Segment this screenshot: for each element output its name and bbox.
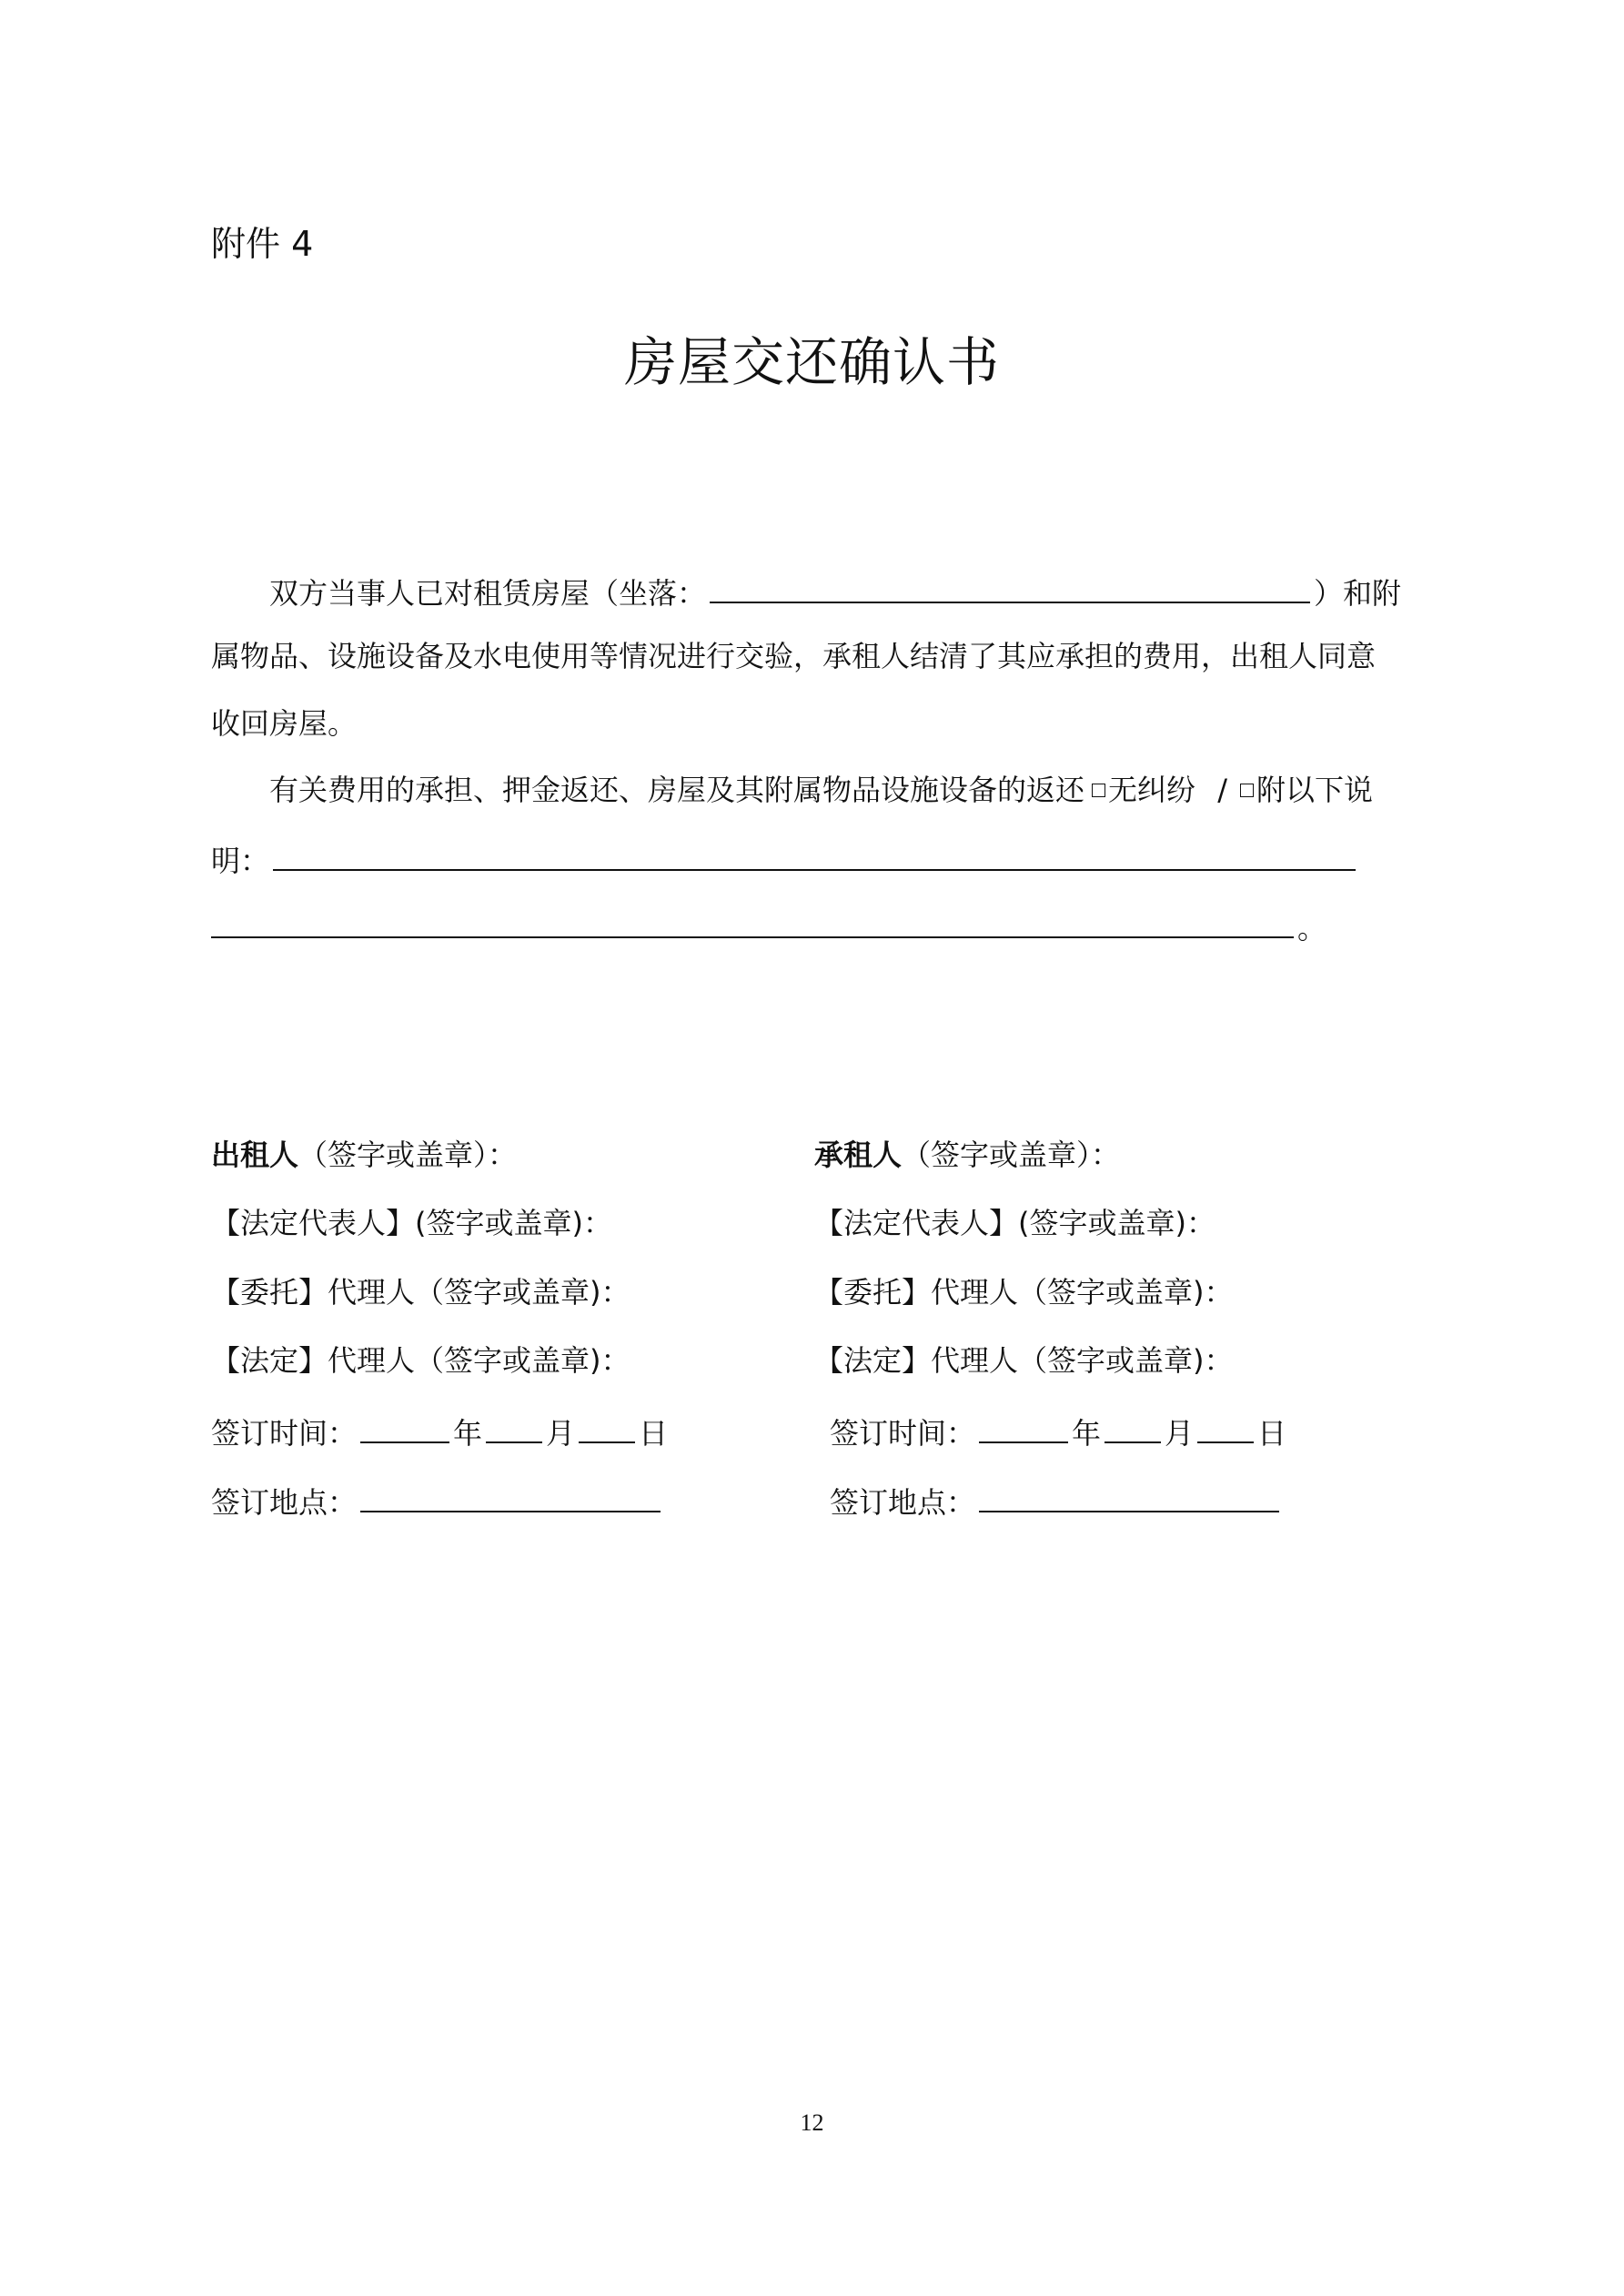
checkbox-attach-note[interactable] <box>1240 784 1254 797</box>
location-blank[interactable] <box>710 567 1310 603</box>
option-no-dispute-label: 无纠纷 <box>1108 773 1196 807</box>
note-blank-1[interactable] <box>273 834 1356 871</box>
lessee-month-blank[interactable] <box>1105 1407 1161 1443</box>
lessee-month-label: 月 <box>1165 1416 1195 1451</box>
lessee-year-blank[interactable] <box>979 1407 1068 1443</box>
lessee-legal-rep: 【法定代表人】(签字或盖章)： <box>814 1206 1215 1240</box>
lessor-place-blank[interactable] <box>360 1476 661 1512</box>
lessor-legal-rep: 【法定代表人】(签字或盖章)： <box>211 1206 612 1240</box>
lessee-sign-time <box>830 1407 1286 1452</box>
lessor-title: 出租人 <box>211 1138 299 1172</box>
option-attach-note-label: 附以下说 <box>1256 773 1373 807</box>
para2-line2-text: 明： <box>211 844 270 878</box>
lessee-sign-time-label: 签订时间： <box>830 1416 976 1451</box>
document-title: 房屋交还确认书 <box>623 331 1000 393</box>
lessor-year-blank[interactable] <box>360 1407 449 1443</box>
para1-line1 <box>269 567 1401 612</box>
lessee-sign-place-label: 签订地点： <box>830 1485 976 1520</box>
lessee-title: 承租人 <box>814 1138 903 1172</box>
lessor-title-line <box>211 1132 517 1178</box>
para1-text-after-location: ）和附 <box>1314 576 1402 611</box>
para2-line2 <box>211 834 1359 880</box>
checkbox-no-dispute[interactable] <box>1092 784 1105 797</box>
lessee-title-suffix: （签字或盖章）： <box>902 1138 1121 1172</box>
lessee-day-blank[interactable] <box>1197 1407 1254 1443</box>
note-blank-2[interactable] <box>211 902 1294 938</box>
lessee-entrusted-agent: 【委托】代理人（签字或盖章)： <box>814 1275 1234 1310</box>
lessee-sign-place <box>830 1476 1283 1522</box>
lessor-month-blank[interactable] <box>486 1407 542 1443</box>
lessor-title-suffix: （签字或盖章）： <box>298 1138 518 1172</box>
lessee-day-label: 日 <box>1257 1416 1287 1451</box>
lessor-day-label: 日 <box>639 1416 669 1451</box>
lessee-year-label: 年 <box>1072 1416 1102 1451</box>
attachment-label: 附件 4 <box>211 224 314 264</box>
para1-line3: 收回房屋。 <box>211 706 358 741</box>
para1-text-before-location: 双方当事人已对租赁房屋（坐落： <box>269 576 707 611</box>
lessor-entrusted-agent: 【委托】代理人（签字或盖章)： <box>211 1275 630 1310</box>
lessor-sign-time-label: 签订时间： <box>211 1416 358 1451</box>
lessee-statutory-agent: 【法定】代理人（签字或盖章)： <box>814 1343 1234 1378</box>
lessor-year-label: 年 <box>453 1416 483 1451</box>
para2-text: 有关费用的承担、押金返还、房屋及其附属物品设施设备的返还 <box>269 773 1085 807</box>
lessor-sign-place <box>211 1476 664 1522</box>
para2-line1 <box>269 767 1373 813</box>
lessee-title-line <box>814 1132 1120 1178</box>
lessor-sign-time <box>211 1407 668 1452</box>
option-separator: / <box>1217 773 1227 807</box>
para1-line2: 属物品、设施设备及水电使用等情况进行交验，承租人结清了其应承担的费用，出租人同意 <box>211 639 1377 673</box>
para2-line3-end: 。 <box>1297 911 1327 946</box>
lessor-sign-place-label: 签订地点： <box>211 1485 358 1520</box>
lessor-month-label: 月 <box>546 1416 576 1451</box>
lessor-day-blank[interactable] <box>579 1407 635 1443</box>
page-number: 12 <box>800 2109 824 2136</box>
para2-line3 <box>211 902 1326 947</box>
lessor-statutory-agent: 【法定】代理人（签字或盖章)： <box>211 1343 630 1378</box>
lessee-place-blank[interactable] <box>979 1476 1279 1512</box>
